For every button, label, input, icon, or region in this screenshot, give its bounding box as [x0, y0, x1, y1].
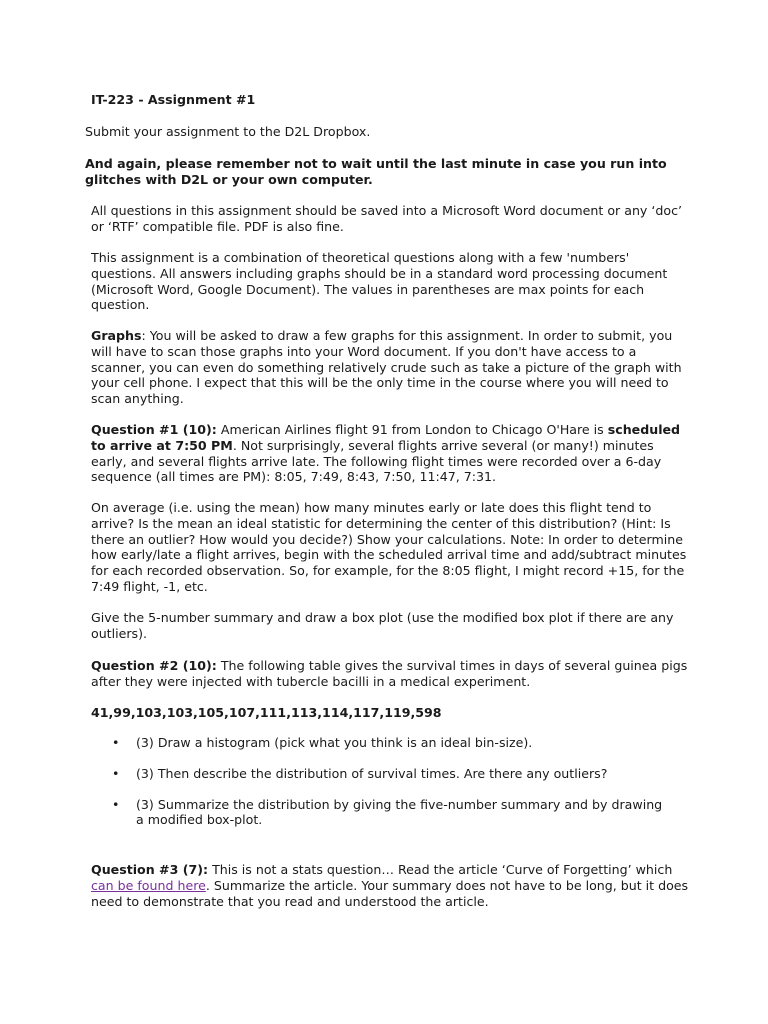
- bullet-text: (3) Then describe the distribution of survival times. Are there any outliers?: [136, 765, 608, 781]
- submit-instruction: Submit your assignment to the D2L Dropbox.: [85, 124, 371, 139]
- bullet-icon: •: [112, 796, 120, 812]
- overview-paragraph: This assignment is a combination of theoretical questions along with a few 'numbers' questions. All answers including graphs should be in a standard word processing document (Microsoft Word, Google Document). The values in parentheses are max points for each question.: [91, 250, 668, 313]
- question-3-label: Question #3 (7):: [91, 862, 209, 877]
- list-item: [112, 797, 672, 829]
- question-1-mean-paragraph: On average (i.e. using the mean) how many minutes early or late does this flight tend to arrive? Is the mean an ideal statistic for determining the center of this distribution? (Hint: Is there an outlier? How would you decide?) Show your calculations. Note: In order to determine how early/late a flight arrives, begin with the scheduled arrival time and add/subtract minutes for each recorded observation. So, for example, for the 8:05 flight, I might record +15, for the 7:49 flight, -1, etc.: [91, 500, 687, 594]
- article-link[interactable]: can be found here: [91, 877, 206, 893]
- survival-times-data: 41,99,103,103,105,107,111,113,114,117,119,598: [91, 705, 442, 720]
- question-3-paragraph: [91, 862, 691, 909]
- page-title: IT-223 - Assignment #1: [91, 92, 256, 107]
- question-1-label: Question #1 (10):: [91, 422, 217, 437]
- bullet-icon: •: [112, 765, 120, 781]
- file-format-paragraph: All questions in this assignment should be saved into a Microsoft Word document or any ‘doc’ or ‘RTF’ compatible file. PDF is also fine.: [91, 203, 683, 234]
- bullet-text: (3) Draw a histogram (pick what you think is an ideal bin-size).: [136, 735, 533, 750]
- graphs-text: : You will be asked to draw a few graphs for this assignment. In order to submit, you will have to scan those graphs into your Word document. If you don't have access to a scanner, you can even do something relatively crude such as take a picture of the graph with your cell phone. I expect that this will be the only time in the course where you will need to scan anything.: [91, 328, 682, 407]
- question-3-text-a: This is not a stats question… Read the article ‘Curve of Forgetting’ which: [208, 862, 673, 877]
- deadline-warning: And again, please remember not to wait until the last minute in case you run into glitches with D2L or your own computer.: [85, 156, 667, 187]
- bullet-icon: •: [112, 735, 120, 750]
- question-1-paragraph: [91, 422, 691, 485]
- question-1-arrival-time: scheduled to arrive at 7:50 PM: [91, 422, 681, 453]
- list-item: [112, 735, 672, 751]
- graphs-label: Graphs: [91, 328, 142, 343]
- graphs-paragraph: [91, 328, 691, 407]
- question-1-boxplot-paragraph: Give the 5-number summary and draw a box plot (use the modified box plot if there are any outliers).: [91, 610, 674, 641]
- question-3-text-b: . Summarize the article. Your summary does not have to be long, but it does need to demonstrate that you read and understood the article.: [91, 877, 689, 909]
- list-item: [112, 766, 672, 782]
- question-1-text-a: American Airlines flight 91 from London to Chicago O'Hare is: [216, 422, 608, 437]
- question-2-bullet-list: [112, 735, 672, 843]
- bullet-text: (3) Summarize the distribution by giving the five-number summary and by drawing a modified box-plot.: [136, 796, 663, 828]
- question-2-label: Question #2 (10):: [91, 658, 217, 673]
- question-2-text: The following table gives the survival times in days of several guinea pigs after they were injected with tubercle bacilli in a medical experiment.: [91, 658, 688, 689]
- question-1-text-b: . Not surprisingly, several flights arrive several (or many!) minutes early, and several flights arrive late. The following flight times were recorded over a 6-day sequence (all times are PM): 8:05, 7:49, 8:43, 7:50, 11:47, 7:31.: [91, 437, 662, 485]
- question-2-paragraph: [91, 658, 691, 690]
